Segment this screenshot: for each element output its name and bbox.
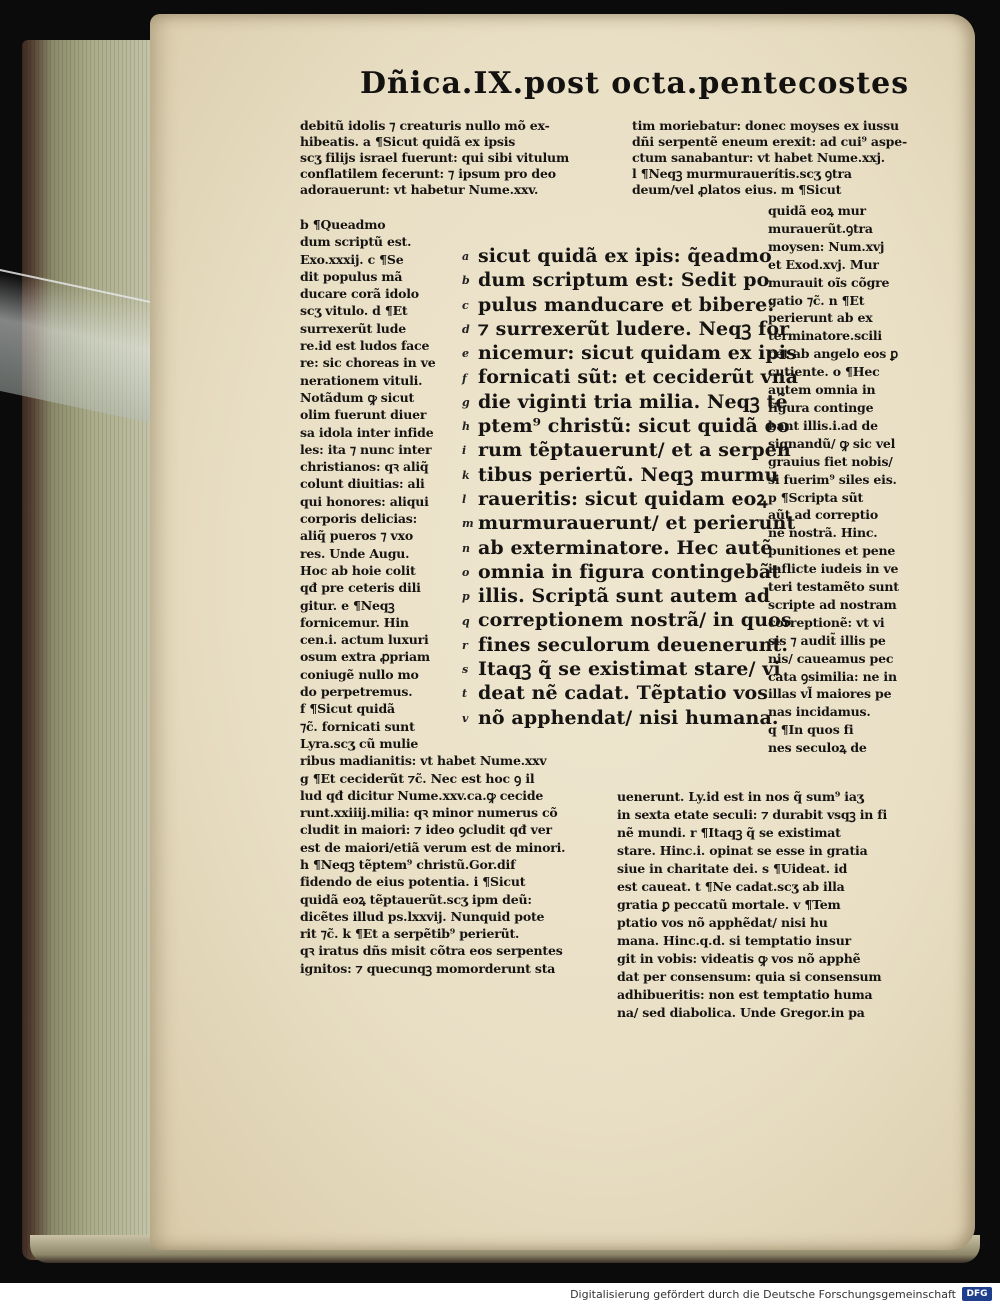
- gloss-bottom-right: [617, 788, 887, 1022]
- margin-letter: a: [462, 250, 470, 263]
- margin-letter: d: [462, 322, 470, 336]
- gloss-line: hibeatis. a ¶Sicut quidã ex ipsis: [300, 134, 516, 149]
- main-text-line: sicut quidã ex ipis: q̃eadmo: [478, 245, 772, 267]
- gloss-line: nẽ mundi. r ¶Itaqꝫ q̃ se existimat: [617, 825, 841, 840]
- gloss-line: mana. Hinc.q.d. si temptatio insur: [617, 933, 852, 948]
- gloss-line: p ¶Scripta sũt: [768, 489, 864, 505]
- gloss-line: gatio ⁊c̃. n ¶Et: [768, 292, 865, 308]
- gloss-line: siue in charitate dei. s ¶Uideat. id: [617, 861, 848, 876]
- gloss-line: rit ⁊c̃. k ¶Et a serpẽtib⁹ perierũt.: [300, 926, 520, 942]
- gloss-line: nerationem vituli.: [300, 372, 423, 388]
- main-text-line: nicemur: sicut quidam ex ipis: [478, 342, 797, 365]
- gloss-line: qꝛ iratus dñs misit cõtra eos serpentes: [300, 943, 563, 959]
- margin-letter: q: [462, 614, 470, 628]
- margin-letter: r: [462, 638, 468, 652]
- gloss-line: stare. Hinc.i. opinat se esse in gratia: [617, 843, 868, 858]
- gloss-line: fornicemur. Hin: [300, 614, 409, 630]
- gloss-line: terminatore.scili: [768, 328, 882, 344]
- gloss-line: grauius fiet nobis/: [768, 453, 893, 469]
- main-text-line: ⁊ surrexerũt ludere. Neqꝫ for: [478, 317, 790, 340]
- gloss-line: deum/vel ꝓlatos eius. m ¶Sicut: [632, 182, 842, 197]
- main-text-line: nõ apphendat/ nisi humana.: [478, 706, 779, 729]
- main-text-line: pulus manducare et bibere:: [478, 293, 775, 316]
- gloss-line: est caueat. t ¶Ne cadat.scʒ ab illa: [617, 879, 845, 894]
- gloss-line: ctum sanabantur: vt habet Nume.xxj.: [632, 150, 885, 165]
- gloss-line: teri testamẽto sunt: [768, 579, 899, 595]
- gloss-line: Notãdum ꝙ sicut: [300, 389, 415, 405]
- gloss-line: in sexta etate seculi: ⁊ durabit vsqꝫ in fi: [617, 807, 888, 822]
- gloss-line: illas vl̃ maiores pe: [768, 686, 892, 702]
- margin-letter: h: [462, 420, 470, 434]
- footer-bar: [0, 1283, 1000, 1306]
- gloss-line: Lyra.scʒ cũ mulie: [300, 735, 419, 751]
- gloss-line: nis/ caueamus pec: [768, 650, 894, 666]
- gloss-line: dicẽtes illud ps.lxxvij. Nunquid pote: [300, 908, 545, 924]
- gloss-line: moysen: Num.xvj: [768, 238, 885, 254]
- gloss-line: cata ꝯsimilia: ne in: [768, 668, 897, 684]
- main-text-line: Itaqꝫ q̃ se existimat stare/ vi: [478, 658, 781, 681]
- gloss-line: sis ⁊ audit̃ illis pe: [768, 632, 886, 648]
- margin-letter: o: [462, 565, 470, 579]
- gloss-line: gratia ꝑ peccatũ mortale. v ¶Tem: [617, 897, 841, 912]
- gloss-line: l ¶Neqꝫ murmurauerítis.scʒ ꝯtra: [632, 166, 852, 181]
- gloss-line: dum scriptũ est.: [300, 234, 412, 250]
- margin-letter: e: [462, 347, 469, 361]
- margin-letter: t: [462, 687, 468, 701]
- gloss-line: ⁊c̃. fornicati sunt: [300, 718, 415, 734]
- gloss-line: aliq̃ pueros ⁊ vxo: [300, 528, 414, 544]
- footer-credit: Digitalisierung gefördert durch die Deutsche Forschungsgemeinschaft: [570, 1288, 956, 1301]
- main-text-line: die viginti tria milia. Neqꝫ tẽ: [478, 390, 788, 413]
- gloss-line: inflicte iudeis in ve: [768, 561, 899, 577]
- gloss-line: f ¶Sicut quidã: [300, 701, 395, 717]
- gloss-line: cen.i. actum luxuri: [300, 632, 429, 648]
- main-text-line: fornicati sũt: et ceciderũt vna: [478, 366, 799, 389]
- gloss-line: murauit oĩs cõgre: [768, 274, 890, 290]
- gloss-line: coniugẽ nullo mo: [300, 666, 419, 682]
- margin-letter: f: [462, 371, 467, 385]
- main-text-line: correptionem nostrã/ in quos: [478, 609, 792, 632]
- margin-letter: k: [462, 468, 470, 482]
- gloss-line: gitur. e ¶Neqꝫ: [300, 597, 395, 613]
- gloss-line: ptatio vos nõ apphẽdat/ nisi hu: [617, 915, 828, 930]
- gloss-line: git in vobis: videatis ꝙ vos nõ apphẽ: [617, 951, 861, 966]
- margin-letter: m: [462, 517, 474, 531]
- gloss-line: les: ita ⁊ nunc inter: [300, 441, 432, 457]
- gloss-line: quidã eoꝝ tẽptauerũt.scʒ ipm deũ:: [300, 891, 532, 907]
- margin-letter: s: [462, 663, 469, 677]
- gloss-line: nas incidamus.: [768, 704, 871, 720]
- main-text-line: raueritis: sicut quidam eoꝝ: [478, 487, 768, 510]
- main-text-line: deat nẽ cadat. Tẽptatio vos: [478, 682, 769, 705]
- gloss-line: g ¶Et ceciderũt ⁊c̃. Nec est hoc ꝯ il: [300, 770, 535, 786]
- gloss-line: do perpetremus.: [300, 684, 413, 700]
- main-text-line: ptem⁹ christũ: sicut quidã eo: [478, 415, 790, 438]
- main-text-line: omnia in figura contingebãt: [478, 560, 781, 583]
- gloss-line: res. Unde Augu.: [300, 545, 410, 561]
- gloss-line: sa idola inter infide: [300, 424, 434, 440]
- main-text-line: illis. Scriptã sunt autem ad: [478, 585, 771, 608]
- gloss-line: scʒ vitulo. d ¶Et: [300, 303, 408, 319]
- gloss-line: ignitos: ⁊ quecunqꝫ momorderunt sta: [300, 960, 556, 976]
- gloss-line: qui honores: aliqui: [300, 493, 429, 509]
- gloss-line: murauerũt.ꝯtra: [768, 220, 873, 236]
- gloss-line: correptionẽ: vt vi: [768, 614, 885, 630]
- margin-letter: n: [462, 541, 470, 555]
- gloss-line: fidendo de eius potentia. i ¶Sicut: [300, 874, 526, 890]
- margin-letter: p: [462, 590, 470, 604]
- main-text-line: murmurauerunt/ et perierunt: [478, 512, 796, 535]
- gloss-line: colunt diuitias: ali: [300, 476, 425, 492]
- gloss-line: dat per consensum: quia si consensum: [617, 969, 882, 984]
- gloss-line: re.id est ludos face: [300, 338, 430, 354]
- gloss-line: ducare corã idolo: [300, 286, 419, 302]
- main-text-line: rum tẽptauerunt/ et a serpen: [478, 439, 791, 462]
- gloss-top-left: [300, 118, 569, 198]
- margin-letter: i: [462, 444, 467, 458]
- gloss-line: punitiones et pene: [768, 543, 896, 559]
- margin-letter: g: [462, 395, 470, 409]
- gloss-line: q ¶In quos fi: [768, 722, 854, 738]
- gloss-line: debitũ idolis ⁊ creaturis nullo mõ ex-: [300, 118, 550, 133]
- gloss-line: h ¶Neqꝫ tẽptem⁹ christũ.Gor.dif: [300, 856, 516, 872]
- gloss-line: christianos: qꝛ aliq̃: [300, 459, 429, 475]
- gloss-line: cutiente. o ¶Hec: [768, 364, 880, 380]
- gloss-line: quidã eoꝝ mur: [768, 203, 866, 218]
- gloss-line: b ¶Queadmo: [300, 217, 386, 232]
- gloss-line: osum extra ꝓpriam: [300, 649, 430, 665]
- dfg-logo: DFG: [962, 1287, 992, 1301]
- main-text-line: dum scriptum est: Sedit po: [478, 269, 770, 292]
- gloss-line: cludit in maiori: ⁊ ideo ꝯcludit qđ ver: [300, 822, 552, 838]
- gloss-line: aũt ad correptio: [768, 507, 878, 523]
- gloss-line: figura continge: [768, 399, 874, 415]
- gloss-line: lud qđ dicitur Nume.xxv.ca.ꝙ cecide: [300, 787, 544, 803]
- gloss-line: si fuerim⁹ siles eis.: [768, 471, 897, 487]
- gloss-line: olim fuerunt diuer: [300, 407, 427, 423]
- gloss-line: corporis delicias:: [300, 511, 418, 527]
- gloss-line: qđ pre ceteris dili: [300, 580, 421, 596]
- gloss-line: dñi serpentẽ eneum erexit: ad cui⁹ aspe-: [632, 134, 907, 149]
- margin-letter: v: [462, 711, 469, 725]
- gloss-right-column: [768, 202, 899, 757]
- margin-letter: b: [462, 274, 470, 288]
- margin-letter: l: [462, 493, 467, 506]
- gloss-line: conflatilem fecerunt: ⁊ ipsum pro deo: [300, 166, 556, 181]
- gloss-line: re: sic choreas in ve: [300, 355, 436, 371]
- gloss-top-right: [632, 118, 907, 198]
- gloss-line: perierunt ab ex: [768, 310, 873, 326]
- gloss-line: scʒ filijs israel fuerunt: qui sibi vitulum: [300, 150, 569, 165]
- gloss-line: uenerunt. Ly.id est in nos q̃ sum⁹ iaʒ: [617, 789, 864, 804]
- page-header: Dñica.IX.post octa.pentecostes: [360, 66, 910, 101]
- gloss-line: na/ sed diabolica. Unde Gregor.in pa: [617, 1005, 865, 1020]
- gloss-line: autem omnia in: [768, 382, 876, 398]
- gloss-line: cet ab angelo eos ꝑ: [768, 346, 899, 362]
- gloss-line: signandũ/ ꝙ sic vel: [768, 435, 896, 451]
- main-text-line: tibus periertũ. Neqꝫ murmu: [478, 463, 779, 486]
- gloss-line: est de maiori/etiã verum est de minori.: [300, 839, 566, 855]
- margin-letter: c: [462, 298, 469, 312]
- gloss-line: Hoc ab hoie colit: [300, 562, 416, 578]
- gloss-line: et Exod.xvj. Mur: [768, 256, 879, 272]
- gloss-line: surrexerũt lude: [300, 320, 406, 336]
- gloss-line: runt.xxiiij.milia: qꝛ minor numerus cõ: [300, 805, 558, 821]
- gloss-line: bant illis.i.ad de: [768, 417, 878, 433]
- gloss-line: adorauerunt: vt habetur Nume.xxv.: [300, 182, 539, 197]
- gloss-line: Exo.xxxij. c ¶Se: [300, 251, 404, 267]
- main-text: [478, 244, 798, 730]
- main-text-line: fines seculorum deuenerunt.: [478, 633, 789, 656]
- gloss-line: ribus madianitis: vt habet Nume.xxv: [300, 753, 547, 769]
- gloss-line: dit populus mã: [300, 268, 403, 284]
- gloss-line: scripte ad nostram: [768, 596, 897, 612]
- gloss-line: nẽ nostrã. Hinc.: [768, 525, 878, 541]
- gloss-line: adhibueritis: non est temptatio huma: [617, 987, 873, 1002]
- gloss-line: nes seculoꝝ de: [768, 740, 867, 756]
- gloss-line: tim moriebatur: donec moyses ex iussu: [632, 118, 899, 133]
- main-text-line: ab exterminatore. Hec autẽ: [478, 536, 773, 559]
